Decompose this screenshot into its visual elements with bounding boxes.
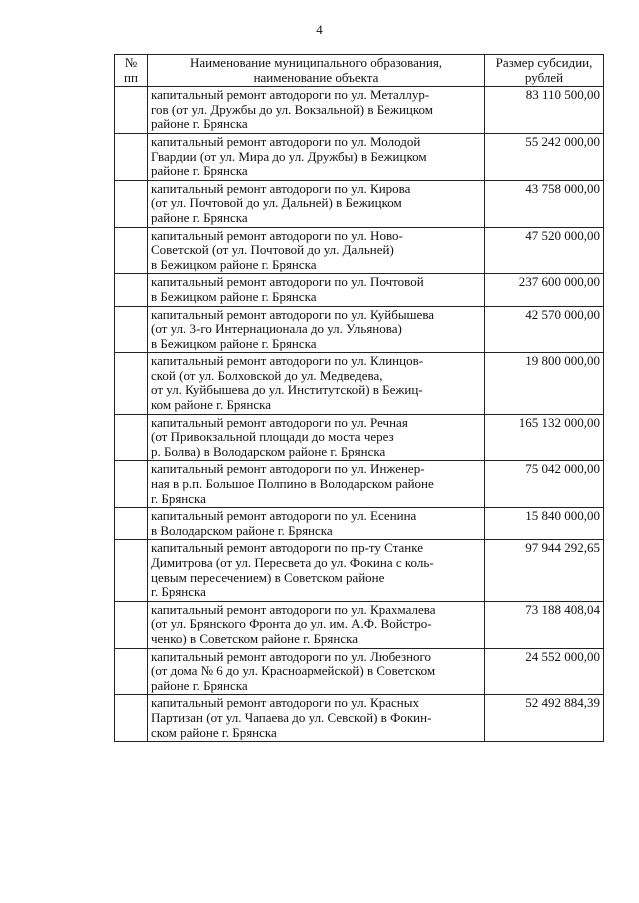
- object-name-line: в Бежицком районе г. Брянска: [151, 288, 317, 304]
- table-row: [115, 648, 604, 695]
- header-name-line: Наименование муниципального образования,: [189, 55, 443, 70]
- subsidy-amount-cell: 237 600 000,00: [485, 274, 604, 306]
- object-name-line: районе г. Брянска: [151, 163, 248, 179]
- table-body: [115, 87, 604, 742]
- object-name-line: г. Брянска: [151, 490, 206, 506]
- table-row: [115, 227, 604, 274]
- row-number-cell: [115, 648, 148, 695]
- object-name-line: Димитрова (от ул. Пересвета до ул. Фокина с коль-: [151, 555, 434, 570]
- row-number-cell: [115, 87, 148, 134]
- object-name-line: ком районе г. Брянска: [151, 397, 272, 413]
- object-name-cell: [148, 461, 485, 508]
- subsidy-amount-cell: 47 520 000,00: [485, 227, 604, 274]
- subsidy-amount-cell: 24 552 000,00: [485, 648, 604, 695]
- object-name-line: капитальный ремонт автодороги по ул. Клинцов-: [151, 353, 424, 369]
- subsidy-amount-cell: 83 110 500,00: [485, 87, 604, 134]
- page-number: 4: [316, 22, 323, 37]
- header-name-line: наименование объекта: [253, 69, 379, 85]
- object-name-line: районе г. Брянска: [151, 116, 248, 132]
- object-name-line: капитальный ремонт автодороги по ул. Красных: [151, 695, 419, 711]
- subsidy-amount-cell: 75 042 000,00: [485, 461, 604, 508]
- object-name-line: капитальный ремонт автодороги по пр-ту Станке: [151, 540, 424, 556]
- object-name-line: капитальный ремонт автодороги по ул. Ново-: [151, 227, 403, 243]
- object-name-line: ченко) в Советском районе г. Брянска: [151, 630, 359, 646]
- object-name-line: ная в р.п. Большое Полпино в Володарском районе: [151, 476, 434, 492]
- header-name: [148, 55, 485, 87]
- table-row: [115, 133, 604, 180]
- object-name-line: капитальный ремонт автодороги по ул. Молодой: [151, 133, 421, 149]
- subsidy-amount-cell: 55 242 000,00: [485, 133, 604, 180]
- object-name-line: г. Брянска: [151, 584, 206, 600]
- object-name-line: Советской (от ул. Почтовой до ул. Дальней): [151, 242, 394, 258]
- row-number-cell: [115, 540, 148, 601]
- header-number-line: №: [124, 55, 138, 70]
- object-name-line: (от ул. 3-го Интернационала до ул. Ульянова): [151, 321, 402, 337]
- row-number-cell: [115, 508, 148, 540]
- object-name-line: ском районе г. Брянска: [151, 724, 277, 740]
- object-name-cell: [148, 414, 485, 461]
- table-row: [115, 695, 604, 742]
- object-name-line: капитальный ремонт автодороги по ул. Крахмалева: [151, 601, 436, 617]
- object-name-line: (от ул. Брянского Фронта до ул. им. А.Ф. Войстро-: [151, 616, 432, 632]
- object-name-line: капитальный ремонт автодороги по ул. Любезного: [151, 648, 432, 664]
- row-number-cell: [115, 353, 148, 414]
- object-name-line: цевым пересечением) в Советском районе: [151, 569, 385, 585]
- object-name-line: от ул. Куйбышева до ул. Институтской) в Бежиц-: [151, 382, 423, 398]
- row-number-cell: [115, 227, 148, 274]
- table-row: [115, 601, 604, 648]
- object-name-line: (от ул. Почтовой до ул. Дальней) в Бежицком: [151, 195, 402, 211]
- table-row: [115, 461, 604, 508]
- object-name-line: ской (от ул. Болховской до ул. Медведева,: [151, 367, 383, 383]
- table-row: [115, 274, 604, 306]
- table-row: [115, 87, 604, 134]
- header-number: [115, 55, 148, 87]
- row-number-cell: [115, 306, 148, 353]
- subsidy-amount-cell: 42 570 000,00: [485, 306, 604, 353]
- subsidy-table: [114, 54, 604, 742]
- object-name-line: капитальный ремонт автодороги по ул. Куйбышева: [151, 306, 435, 322]
- row-number-cell: [115, 180, 148, 227]
- subsidy-amount-cell: 73 188 408,04: [485, 601, 604, 648]
- object-name-cell: [148, 306, 485, 353]
- object-name-cell: [148, 695, 485, 742]
- subsidy-amount-cell: 15 840 000,00: [485, 508, 604, 540]
- object-name-cell: [148, 353, 485, 414]
- object-name-cell: [148, 274, 485, 306]
- object-name-cell: [148, 601, 485, 648]
- row-number-cell: [115, 274, 148, 306]
- subsidy-amount-cell: 43 758 000,00: [485, 180, 604, 227]
- object-name-cell: [148, 227, 485, 274]
- subsidy-amount-cell: 52 492 884,39: [485, 695, 604, 742]
- object-name-line: (от Привокзальной площади до моста через: [151, 429, 394, 445]
- object-name-cell: [148, 87, 485, 134]
- object-name-line: в Володарском районе г. Брянска: [151, 522, 333, 538]
- table-row: [115, 414, 604, 461]
- row-number-cell: [115, 461, 148, 508]
- table-header-row: [115, 55, 604, 87]
- table-row: [115, 508, 604, 540]
- row-number-cell: [115, 133, 148, 180]
- header-amount-line: рублей: [524, 69, 564, 85]
- row-number-cell: [115, 601, 148, 648]
- object-name-line: р. Болва) в Володарском районе г. Брянска: [151, 443, 386, 459]
- object-name-line: Гвардии (от ул. Мира до ул. Дружбы) в Бежицком: [151, 148, 427, 164]
- object-name-line: капитальный ремонт автодороги по ул. Инженер-: [151, 461, 425, 477]
- subsidy-amount-cell: 97 944 292,65: [485, 540, 604, 601]
- object-name-line: гов (от ул. Дружбы до ул. Вокзальной) в Бежицком: [151, 101, 434, 117]
- subsidy-amount-cell: 165 132 000,00: [485, 414, 604, 461]
- header-amount-line: Размер субсидии,: [495, 55, 593, 70]
- table-row: [115, 180, 604, 227]
- header-amount: [485, 55, 604, 87]
- table-row: [115, 306, 604, 353]
- object-name-line: в Бежицком районе г. Брянска: [151, 335, 317, 351]
- object-name-line: капитальный ремонт автодороги по ул. Речная: [151, 414, 408, 430]
- object-name-cell: [148, 508, 485, 540]
- object-name-cell: [148, 648, 485, 695]
- object-name-line: районе г. Брянска: [151, 677, 248, 693]
- object-name-line: капитальный ремонт автодороги по ул. Металлур-: [151, 87, 430, 103]
- subsidy-amount-cell: 19 800 000,00: [485, 353, 604, 414]
- object-name-line: капитальный ремонт автодороги по ул. Есенина: [151, 508, 417, 524]
- object-name-cell: [148, 180, 485, 227]
- object-name-line: Партизан (от ул. Чапаева до ул. Севской) в Фокин-: [151, 709, 432, 725]
- object-name-line: районе г. Брянска: [151, 209, 248, 225]
- object-name-cell: [148, 540, 485, 601]
- object-name-line: (от дома № 6 до ул. Красноармейской) в Советском: [151, 663, 436, 679]
- row-number-cell: [115, 414, 148, 461]
- table-row: [115, 540, 604, 601]
- header-number-line: пп: [124, 69, 138, 85]
- row-number-cell: [115, 695, 148, 742]
- object-name-cell: [148, 133, 485, 180]
- object-name-line: капитальный ремонт автодороги по ул. Кирова: [151, 180, 411, 196]
- object-name-line: в Бежицком районе г. Брянска: [151, 256, 317, 272]
- object-name-line: капитальный ремонт автодороги по ул. Почтовой: [151, 274, 424, 290]
- table-row: [115, 353, 604, 414]
